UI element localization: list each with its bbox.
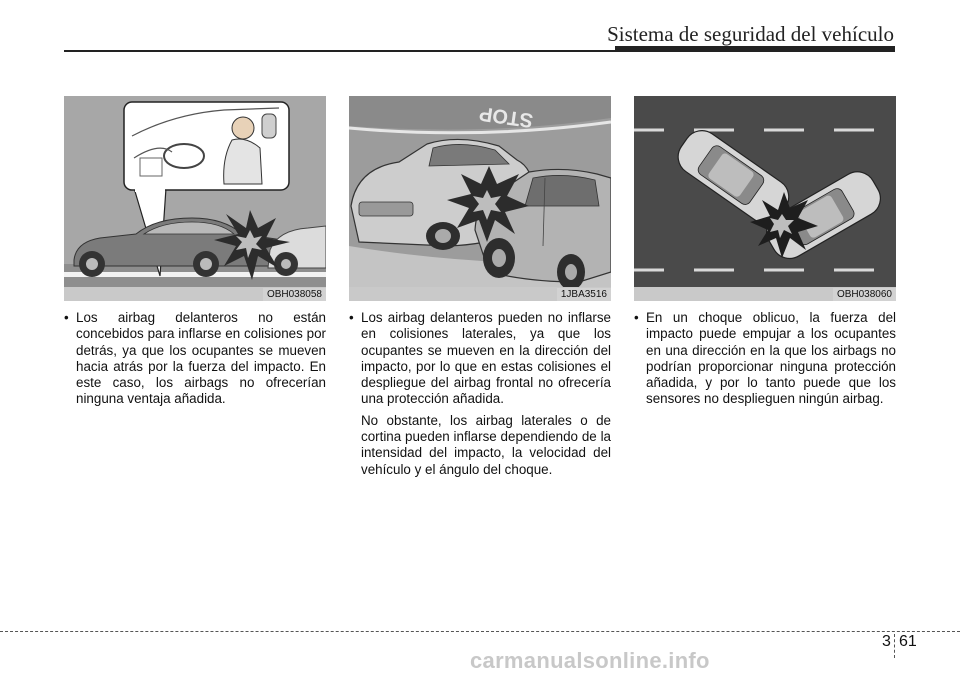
- text-column-side-collision: [349, 310, 611, 478]
- text-column-rear-collision: [64, 310, 326, 408]
- figure-code: OBH038060: [833, 288, 896, 301]
- road-marking-text: STOP: [477, 101, 535, 132]
- page-number-separator: [894, 634, 895, 658]
- page-header-title: Sistema de seguridad del vehículo: [607, 22, 894, 46]
- figure-oblique-collision: [634, 96, 896, 301]
- figure-side-collision: [349, 96, 611, 301]
- footer-rule: [0, 631, 960, 632]
- figure-rear-collision: [64, 96, 326, 301]
- oblique-collision-illustration: [634, 96, 896, 301]
- figure-code: OBH038058: [263, 288, 326, 301]
- continuation-paragraph: No obstante, los airbag laterales o de cortina pueden inflarse dependiendo de la intensidad del impacto, la velocidad del vehículo y el ángulo del choque.: [361, 412, 611, 477]
- bullet-paragraph: • Los airbag delanteros pueden no inflarse en colisiones laterales, ya que los ocupantes se mueven en la dirección del impacto, por lo que en estas colisiones el despliegue del airbag frontal no ofrecería una protección añadida.: [349, 310, 611, 408]
- bullet-paragraph: • Los airbag delanteros no están concebidos para inflarse en colisiones por detrás, ya que los ocupantes se mueven hacia atrás por la fuerza del impacto. En este caso, los airbags no ofrecerían ninguna ventaja añadida.: [64, 310, 326, 408]
- side-collision-illustration: [349, 96, 611, 301]
- watermark-text: carmanualsonline.info: [470, 648, 710, 673]
- page-number: 61: [899, 633, 917, 650]
- bullet-paragraph: • En un choque oblicuo, la fuerza del impacto puede empujar a los ocupantes en una dirección en la que los airbags no podrían proporcionar ninguna protección añadida, y por lo tanto puede que los sensores no desplieguen ningún airbag.: [634, 310, 896, 408]
- figure-code: 1JBA3516: [557, 288, 611, 301]
- header-rule-accent: [615, 46, 895, 52]
- text-column-oblique-collision: [634, 310, 896, 408]
- chapter-number: 3: [882, 633, 891, 650]
- rear-collision-illustration: [64, 96, 326, 301]
